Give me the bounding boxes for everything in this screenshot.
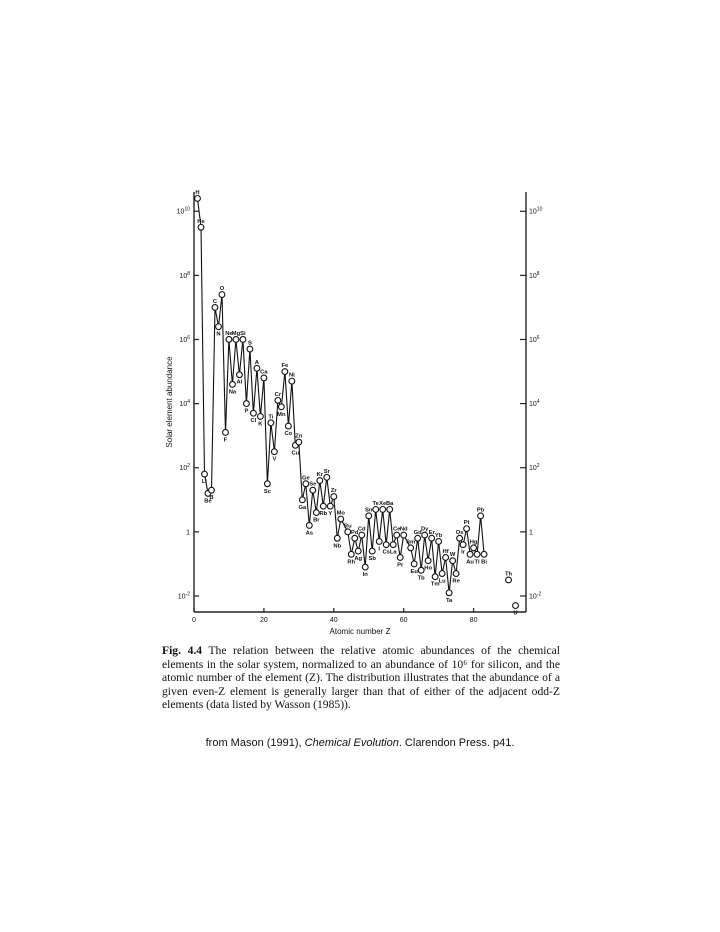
data-point-yb bbox=[436, 539, 442, 545]
data-point-as bbox=[306, 523, 312, 529]
element-label-dy: Dy bbox=[420, 526, 429, 533]
element-label-he: He bbox=[197, 218, 205, 225]
element-label-ba: Ba bbox=[385, 500, 394, 507]
data-point-ge bbox=[303, 481, 309, 487]
data-point-mn bbox=[278, 404, 284, 410]
y-tick-label-right: 1 bbox=[529, 529, 533, 537]
data-point-te bbox=[373, 507, 379, 513]
element-label-ag: Ag bbox=[354, 556, 363, 563]
x-tick-label: 80 bbox=[469, 617, 478, 624]
data-point-ba bbox=[387, 507, 393, 513]
element-label-kr: Kr bbox=[316, 472, 324, 479]
element-label-au: Au bbox=[466, 559, 474, 566]
data-point-ga bbox=[299, 497, 305, 503]
x-tick-label: 20 bbox=[259, 617, 268, 624]
data-point-au bbox=[467, 551, 473, 557]
data-point-ir bbox=[460, 542, 466, 548]
element-label-rb: Rb bbox=[319, 511, 328, 518]
element-label-sm: Sm bbox=[406, 539, 416, 546]
data-point-eu bbox=[411, 561, 417, 567]
element-label-hf: Hf bbox=[442, 548, 449, 555]
data-point-n bbox=[216, 324, 222, 330]
element-label-cu: Cu bbox=[291, 450, 300, 457]
data-point-mg bbox=[233, 337, 239, 343]
element-label-zr: Zr bbox=[330, 488, 337, 495]
element-label-pt: Pt bbox=[463, 520, 470, 527]
data-point-nd bbox=[401, 532, 407, 538]
element-label-f: F bbox=[223, 437, 228, 444]
element-label-tb: Tb bbox=[417, 575, 425, 582]
chart-canvas bbox=[158, 184, 558, 639]
data-point-hg bbox=[471, 545, 477, 551]
element-label-p: P bbox=[244, 408, 249, 415]
data-point-mo bbox=[338, 516, 344, 522]
data-point-s bbox=[247, 346, 253, 352]
data-point-ta bbox=[446, 590, 452, 596]
data-point-sb bbox=[369, 548, 375, 554]
element-label-tl: Tl bbox=[474, 559, 480, 566]
data-point-sr bbox=[324, 474, 330, 480]
element-label-i: I bbox=[378, 546, 381, 553]
data-point-hf bbox=[443, 555, 449, 561]
data-point-kr bbox=[317, 478, 323, 484]
y-tick-label-right: $10^8$ bbox=[529, 270, 540, 280]
element-label-ni: Ni bbox=[288, 372, 295, 379]
data-point-v bbox=[271, 449, 277, 455]
data-point-y bbox=[327, 503, 333, 509]
data-point-gd bbox=[415, 535, 421, 541]
element-label-pd: Pd bbox=[351, 529, 359, 536]
y-axis-title: Solar element abundance bbox=[165, 356, 174, 448]
y-tick-label-left: 1 bbox=[186, 529, 190, 537]
element-label-al: Al bbox=[236, 379, 243, 386]
element-label-la: La bbox=[389, 549, 397, 556]
data-point-sn bbox=[366, 513, 372, 519]
element-label-zn: Zn bbox=[295, 433, 303, 440]
element-label-b: B bbox=[209, 495, 214, 502]
element-label-li: Li bbox=[201, 479, 208, 486]
data-point-cs bbox=[383, 542, 389, 548]
element-label-u: U bbox=[513, 610, 518, 617]
element-label-as: As bbox=[305, 530, 314, 537]
data-point-b bbox=[209, 487, 215, 493]
data-point-c bbox=[212, 305, 218, 311]
data-point-cr bbox=[275, 397, 281, 403]
data-point-os bbox=[457, 535, 463, 541]
element-label-mg: Mg bbox=[231, 330, 241, 337]
data-point-ce bbox=[394, 532, 400, 538]
data-point-tm bbox=[432, 574, 438, 580]
element-label-te: Te bbox=[372, 500, 379, 507]
data-point-na bbox=[230, 381, 236, 387]
y-tick-label-right: $10^{10}$ bbox=[529, 206, 543, 216]
data-point-in bbox=[362, 564, 368, 570]
data-point-ho bbox=[425, 558, 431, 564]
element-label-hg: Hg bbox=[469, 539, 478, 546]
element-label-ca: Ca bbox=[260, 369, 268, 376]
data-point-pd bbox=[352, 535, 358, 541]
y-tick-label-right: $10^2$ bbox=[529, 463, 540, 473]
element-label-rh: Rh bbox=[347, 559, 356, 566]
data-point-h bbox=[195, 196, 201, 202]
element-label-mo: Mo bbox=[336, 510, 345, 517]
data-point-he bbox=[198, 224, 204, 230]
data-point-i bbox=[376, 539, 382, 545]
data-point-p bbox=[244, 401, 250, 407]
element-label-ta: Ta bbox=[445, 597, 453, 604]
element-label-v: V bbox=[272, 456, 277, 463]
element-label-os: Os bbox=[455, 529, 464, 536]
data-point-li bbox=[202, 471, 208, 477]
element-label-be: Be bbox=[204, 498, 212, 505]
element-label-mn: Mn bbox=[277, 411, 286, 418]
data-point-o bbox=[219, 292, 225, 298]
data-point-er bbox=[429, 535, 435, 541]
data-point-w bbox=[450, 558, 456, 564]
element-label-in: In bbox=[362, 572, 368, 579]
element-label-co: Co bbox=[284, 431, 293, 438]
element-label-fe: Fe bbox=[281, 363, 289, 370]
y-tick-label-right: $10^6$ bbox=[529, 334, 540, 344]
element-label-br: Br bbox=[313, 517, 320, 524]
data-point-ne bbox=[226, 337, 232, 343]
element-label-cr: Cr bbox=[274, 391, 282, 398]
element-label-yb: Yb bbox=[434, 532, 443, 539]
data-point-sc bbox=[264, 481, 270, 487]
data-point-lu bbox=[439, 571, 445, 577]
element-label-sc: Sc bbox=[263, 488, 271, 495]
data-point-nb bbox=[334, 535, 340, 541]
element-label-si: Si bbox=[240, 330, 246, 337]
data-point-pb bbox=[478, 513, 484, 519]
element-label-ir: Ir bbox=[461, 549, 466, 556]
data-point-ni bbox=[289, 378, 295, 384]
data-point-k bbox=[258, 414, 264, 420]
credit-suffix: . Clarendon Press. p41. bbox=[398, 737, 515, 749]
element-label-cd: Cd bbox=[357, 526, 366, 533]
data-point-zr bbox=[331, 494, 337, 500]
element-label-tm: Tm bbox=[430, 581, 440, 588]
element-label-lu: Lu bbox=[438, 578, 446, 585]
credit-prefix: from Mason (1991), bbox=[205, 737, 305, 749]
x-axis-title: Atomic number Z bbox=[329, 627, 391, 636]
data-point-bi bbox=[481, 551, 487, 557]
caption-text: The relation between the relative atomic abundances of the chemical elements in the solar system, normalized to an abundance of 10⁶ for silicon, and the atomic number of the element (Z). The distribution illustrates that the abundance of a given even-Z element is generally larger than that of either of the adjacent odd-Z elements (data listed by Wasson (1985)). bbox=[162, 644, 560, 712]
credit-book-title: Chemical Evolution bbox=[304, 737, 399, 749]
element-label-h: H bbox=[195, 189, 200, 196]
data-point-u bbox=[513, 603, 519, 609]
x-tick-label: 60 bbox=[399, 617, 408, 624]
element-label-th: Th bbox=[504, 571, 513, 578]
element-label-nb: Nb bbox=[333, 543, 342, 550]
element-label-k: K bbox=[258, 421, 263, 428]
data-point-dy bbox=[422, 532, 428, 538]
data-point-pt bbox=[464, 526, 470, 532]
element-label-sn: Sn bbox=[365, 507, 373, 514]
y-tick-label-left: $10^4$ bbox=[179, 399, 190, 409]
y-tick-label-right: $10^4$ bbox=[529, 399, 540, 409]
element-label-a: A bbox=[254, 359, 259, 366]
element-label-na: Na bbox=[228, 389, 237, 396]
data-point-rh bbox=[348, 551, 354, 557]
data-point-ti bbox=[268, 420, 274, 426]
caption-label: Fig. 4.4 bbox=[162, 644, 203, 657]
x-tick-label: 40 bbox=[329, 617, 338, 624]
data-point-tb bbox=[418, 567, 424, 573]
element-label-cl: Cl bbox=[250, 418, 257, 425]
element-label-xe: Xe bbox=[379, 500, 387, 507]
element-label-cs: Cs bbox=[382, 549, 390, 556]
data-point-si bbox=[240, 337, 246, 343]
element-label-w: W bbox=[449, 552, 456, 559]
element-label-pr: Pr bbox=[397, 562, 404, 569]
element-label-s: S bbox=[247, 340, 252, 347]
data-point-fe bbox=[282, 369, 288, 375]
data-point-f bbox=[223, 430, 229, 436]
element-label-ne: Ne bbox=[225, 330, 233, 337]
y-tick-label-right: $10^{-2}$ bbox=[529, 591, 542, 601]
data-point-ag bbox=[355, 548, 361, 554]
data-point-se bbox=[310, 487, 316, 493]
element-label-bi: Bi bbox=[481, 559, 487, 566]
data-point-a bbox=[254, 365, 260, 371]
data-point-pr bbox=[397, 555, 403, 561]
data-point-sm bbox=[408, 545, 414, 551]
y-tick-label-left: $10^{-2}$ bbox=[177, 591, 190, 601]
element-label-pb: Pb bbox=[476, 507, 485, 514]
element-label-ga: Ga bbox=[298, 504, 307, 511]
element-label-er: Er bbox=[428, 529, 435, 536]
element-label-nd: Nd bbox=[399, 526, 408, 533]
element-label-sb: Sb bbox=[368, 556, 376, 563]
element-label-ho: Ho bbox=[424, 565, 433, 572]
y-tick-label-left: $10^2$ bbox=[179, 463, 190, 473]
data-point-cl bbox=[251, 410, 257, 416]
abundance-chart bbox=[158, 184, 558, 639]
data-point-ru bbox=[345, 529, 351, 535]
data-point-tl bbox=[474, 551, 480, 557]
data-point-cd bbox=[359, 532, 365, 538]
data-point-zn bbox=[296, 439, 302, 445]
element-label-ge: Ge bbox=[301, 475, 310, 482]
data-point-th bbox=[506, 577, 512, 583]
y-tick-label-left: $10^{10}$ bbox=[176, 206, 190, 216]
element-label-y: Y bbox=[328, 511, 333, 518]
element-label-gd: Gd bbox=[413, 529, 422, 536]
series bbox=[195, 196, 519, 609]
data-point-al bbox=[237, 372, 243, 378]
element-label-ti: Ti bbox=[268, 414, 274, 421]
y-tick-label-left: $10^6$ bbox=[179, 334, 190, 344]
element-label-n: N bbox=[216, 331, 221, 338]
x-tick-label: 0 bbox=[192, 617, 196, 624]
element-label-c: C bbox=[212, 298, 218, 305]
element-label-se: Se bbox=[309, 481, 317, 488]
data-point-ca bbox=[261, 375, 267, 381]
element-label-ce: Ce bbox=[392, 526, 401, 533]
data-point-xe bbox=[380, 507, 386, 513]
y-tick-label-left: $10^8$ bbox=[179, 270, 190, 280]
element-label-ru: Ru bbox=[343, 523, 352, 530]
data-point-br bbox=[313, 510, 319, 516]
element-label-eu: Eu bbox=[410, 568, 418, 575]
axes bbox=[165, 189, 543, 636]
element-label-o: O bbox=[219, 286, 225, 293]
data-point-rb bbox=[320, 503, 326, 509]
figure-caption bbox=[162, 644, 560, 712]
element-label-sr: Sr bbox=[323, 468, 330, 475]
data-point-co bbox=[285, 423, 291, 429]
data-point-la bbox=[390, 542, 396, 548]
source-credit bbox=[0, 737, 720, 749]
data-point-re bbox=[453, 571, 459, 577]
element-label-re: Re bbox=[452, 578, 460, 585]
